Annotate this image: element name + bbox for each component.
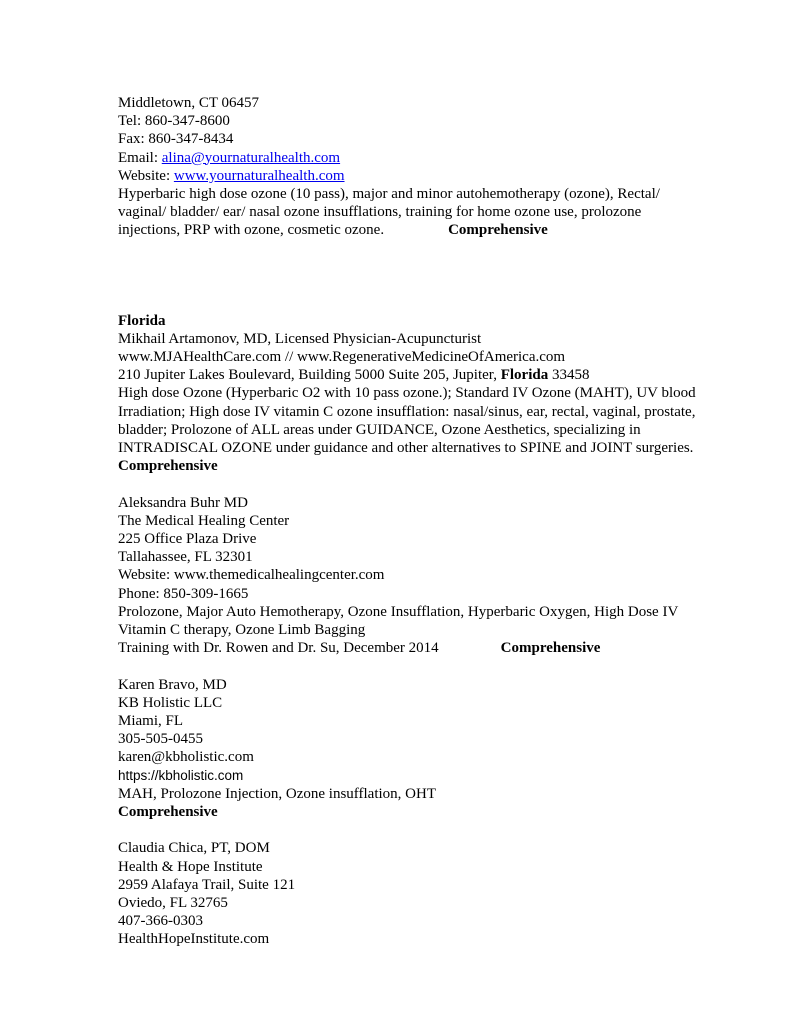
provider-organization: KB Holistic LLC	[118, 694, 223, 711]
provider-website: Website: www.themedicalhealingcenter.com	[118, 567, 385, 584]
website-link[interactable]: www.yournaturalhealth.com	[173, 167, 345, 184]
email-link[interactable]: alina@yournaturalhealth.com	[161, 149, 341, 166]
provider-name: Claudia Chica, PT, DOM	[118, 840, 270, 857]
comprehensive-tag: Comprehensive	[118, 458, 218, 475]
provider-street: 225 Office Plaza Drive	[118, 531, 257, 548]
provider-organization: Health & Hope Institute	[118, 858, 263, 875]
training-text: Training with Dr. Rowen and Dr. Su, December 2014	[118, 640, 439, 657]
fax-line: Fax: 860-347-8434	[118, 131, 234, 148]
provider-city: Miami, FL	[118, 713, 184, 730]
website-line	[118, 167, 758, 185]
email-label: Email:	[118, 149, 162, 166]
provider-email: karen@kbholistic.com	[118, 749, 254, 766]
email-line	[118, 149, 758, 167]
provider-name: Karen Bravo, MD	[118, 676, 227, 693]
tel-line: Tel: 860-347-8600	[118, 113, 230, 130]
address-state: Florida	[500, 367, 549, 384]
provider-phone: Phone: 850-309-1665	[118, 585, 249, 602]
provider-website: https://kbholistic.com	[118, 767, 244, 783]
comprehensive-tag: Comprehensive	[500, 640, 601, 657]
provider-entry-top	[118, 94, 758, 240]
provider-address	[118, 366, 758, 384]
address-zip: 33458	[548, 367, 590, 384]
provider-city: Oviedo, FL 32765	[118, 895, 228, 912]
spacer	[118, 821, 758, 839]
services-line-3	[118, 221, 758, 239]
spacer	[118, 657, 758, 675]
provider-entry-chica	[118, 839, 758, 948]
provider-entry-bravo	[118, 676, 758, 822]
provider-phone: 407-366-0303	[118, 913, 203, 930]
services-line-1: Hyperbaric high dose ozone (10 pass), major and minor autohemotherapy (ozone), Rectal/	[118, 186, 660, 203]
services-line-4: INTRADISCAL OZONE under guidance and other alternatives to SPINE and JOINT surgeries.	[118, 440, 694, 457]
provider-website: HealthHopeInstitute.com	[118, 931, 270, 948]
spacer	[118, 240, 758, 312]
services-line-2: vaginal/ bladder/ ear/ nasal ozone insufflations, training for home ozone use, prolozone	[118, 204, 642, 221]
document-body	[118, 94, 758, 949]
address-part: 210 Jupiter Lakes Boulevard, Building 5000 Suite 205, Jupiter,	[118, 367, 501, 384]
training-line	[118, 639, 758, 657]
provider-name: Aleksandra Buhr MD	[118, 494, 248, 511]
comprehensive-tag: Comprehensive	[448, 222, 548, 239]
provider-city: Tallahassee, FL 32301	[118, 549, 253, 566]
comprehensive-tag: Comprehensive	[118, 804, 218, 821]
services-line-2: Irradiation; High dose IV vitamin C ozone insufflation: nasal/sinus, ear, rectal, vaginal, prostate,	[118, 403, 696, 420]
website-label: Website:	[118, 167, 174, 184]
provider-street: 2959 Alafaya Trail, Suite 121	[118, 876, 296, 893]
provider-services: MAH, Prolozone Injection, Ozone insufflation, OHT	[118, 785, 436, 802]
provider-entry-buhr	[118, 494, 758, 658]
provider-name: Mikhail Artamonov, MD, Licensed Physician-Acupuncturist	[118, 330, 482, 347]
provider-organization: The Medical Healing Center	[118, 512, 290, 529]
provider-entry-artamonov	[118, 330, 758, 476]
spacer	[118, 475, 758, 493]
services-line-3: bladder; Prolozone of ALL areas under GUIDANCE, Ozone Aesthetics, specializing in	[118, 421, 641, 438]
services-line-1: High dose Ozone (Hyperbaric O2 with 10 pass ozone.); Standard IV Ozone (MAHT), UV blood	[118, 385, 696, 402]
provider-phone: 305-505-0455	[118, 731, 203, 748]
provider-websites: www.MJAHealthCare.com // www.RegenerativeMedicineOfAmerica.com	[118, 349, 566, 366]
state-heading: Florida	[118, 312, 166, 329]
services-line-1: Prolozone, Major Auto Hemotherapy, Ozone Insufflation, Hyperbaric Oxygen, High Dose IV	[118, 603, 679, 620]
services-line-2: Vitamin C therapy, Ozone Limb Bagging	[118, 622, 366, 639]
services-text: injections, PRP with ozone, cosmetic ozone.	[118, 222, 385, 239]
city-line: Middletown, CT 06457	[118, 95, 259, 111]
